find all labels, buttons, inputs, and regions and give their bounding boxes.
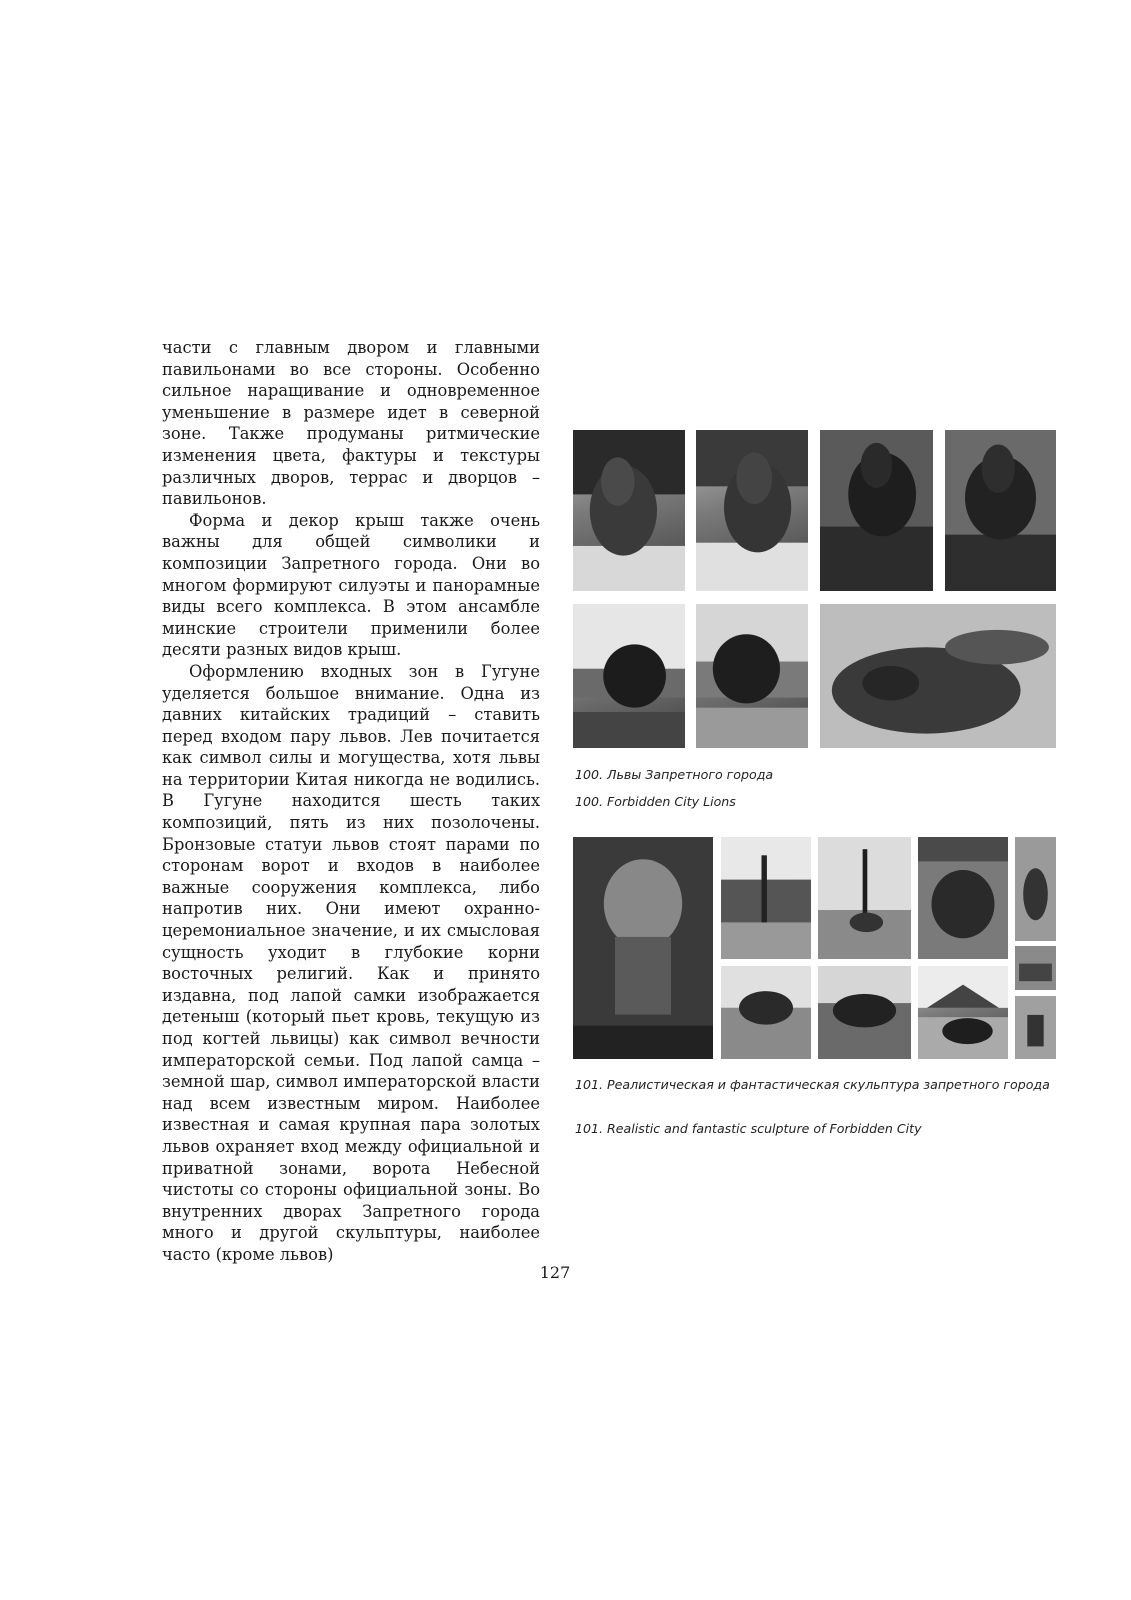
paragraph-2: Форма и декор крыш также очень важны для общей символики и композиции Запретного города. Они во многом формируют силуэты и панорамные виды всего комплекса. В этом ансамбле минские строители применили более десяти разных видов крыш. <box>162 510 540 660</box>
beast-photo <box>918 837 1008 959</box>
turtle-photo <box>818 966 911 1059</box>
pavilion-turtle-photo <box>918 966 1008 1059</box>
lion-photo-7 <box>820 604 1056 748</box>
dragon-photo <box>573 837 713 1059</box>
figure-101-caption-ru: 101. Реалистическая и фантастическая скульптура запретного города <box>575 1077 1050 1092</box>
figure-100-caption-ru: 100. Львы Запретного города <box>575 767 774 782</box>
paragraph-3: Оформлению входных зон в Гугуне уделяется большое внимание. Одна из давних китайских традиций – ставить перед входом пару львов. Лев почитается как символ силы и могущества, хотя львы на территории Китая никогда не водились. В Гугуне находится шесть таких композиций, пять из них позолочены. Бронзовые статуи львов стоят парами по сторонам ворот и входов в наиболее важные сооружения комплекса, либо напротив них. Они имеют охранно-церемониальное значение, и их смысловая сущность уходит в глубокие корни восточных религий. Как и принято издавна, под лапой самки изображается детеныш (который пьет кровь, текущую из под когтей львицы) как символ вечности императорской семьи. Под лапой самца – земной шар, символ императорской власти над всем известным миром. Наиболее известная и самая крупная пара золотых львов охраняет вход между официальной и приватной зонами, ворота Небесной чистоты со стороны официальной зоны. Во внутренних дворах Запретного города много и другой скульптуры, наиболее часто (кроме львов) <box>162 661 540 1264</box>
lion-photo-5 <box>573 604 685 748</box>
lion-photo-4 <box>945 430 1056 591</box>
dragon-statue-photo <box>721 966 811 1059</box>
crane-photo-1 <box>721 837 811 959</box>
lion-photo-2 <box>696 430 808 591</box>
small-photo <box>1015 946 1056 990</box>
lion-photo-3 <box>820 430 933 591</box>
page-number: 127 <box>539 1263 571 1282</box>
paragraph-1: части с главным двором и главными павильонами во все стороны. Особенно сильное наращивание и одновременное уменьшение в размере идет в северной зоне. Также продуманы ритмические изменения цвета, фактуры и текстуры различных дворов, террас и дворцов – павильонов. <box>162 338 540 509</box>
figure-100-caption-en: 100. Forbidden City Lions <box>575 794 736 809</box>
deer-photo-2 <box>1015 996 1056 1059</box>
lion-photo-6 <box>696 604 808 748</box>
crane-photo-2 <box>818 837 911 959</box>
deer-photo-1 <box>1015 837 1056 941</box>
body-text <box>162 337 540 1266</box>
lion-photo-1 <box>573 430 685 591</box>
figure-101-caption-en: 101. Realistic and fantastic sculpture of Forbidden City <box>575 1121 922 1136</box>
